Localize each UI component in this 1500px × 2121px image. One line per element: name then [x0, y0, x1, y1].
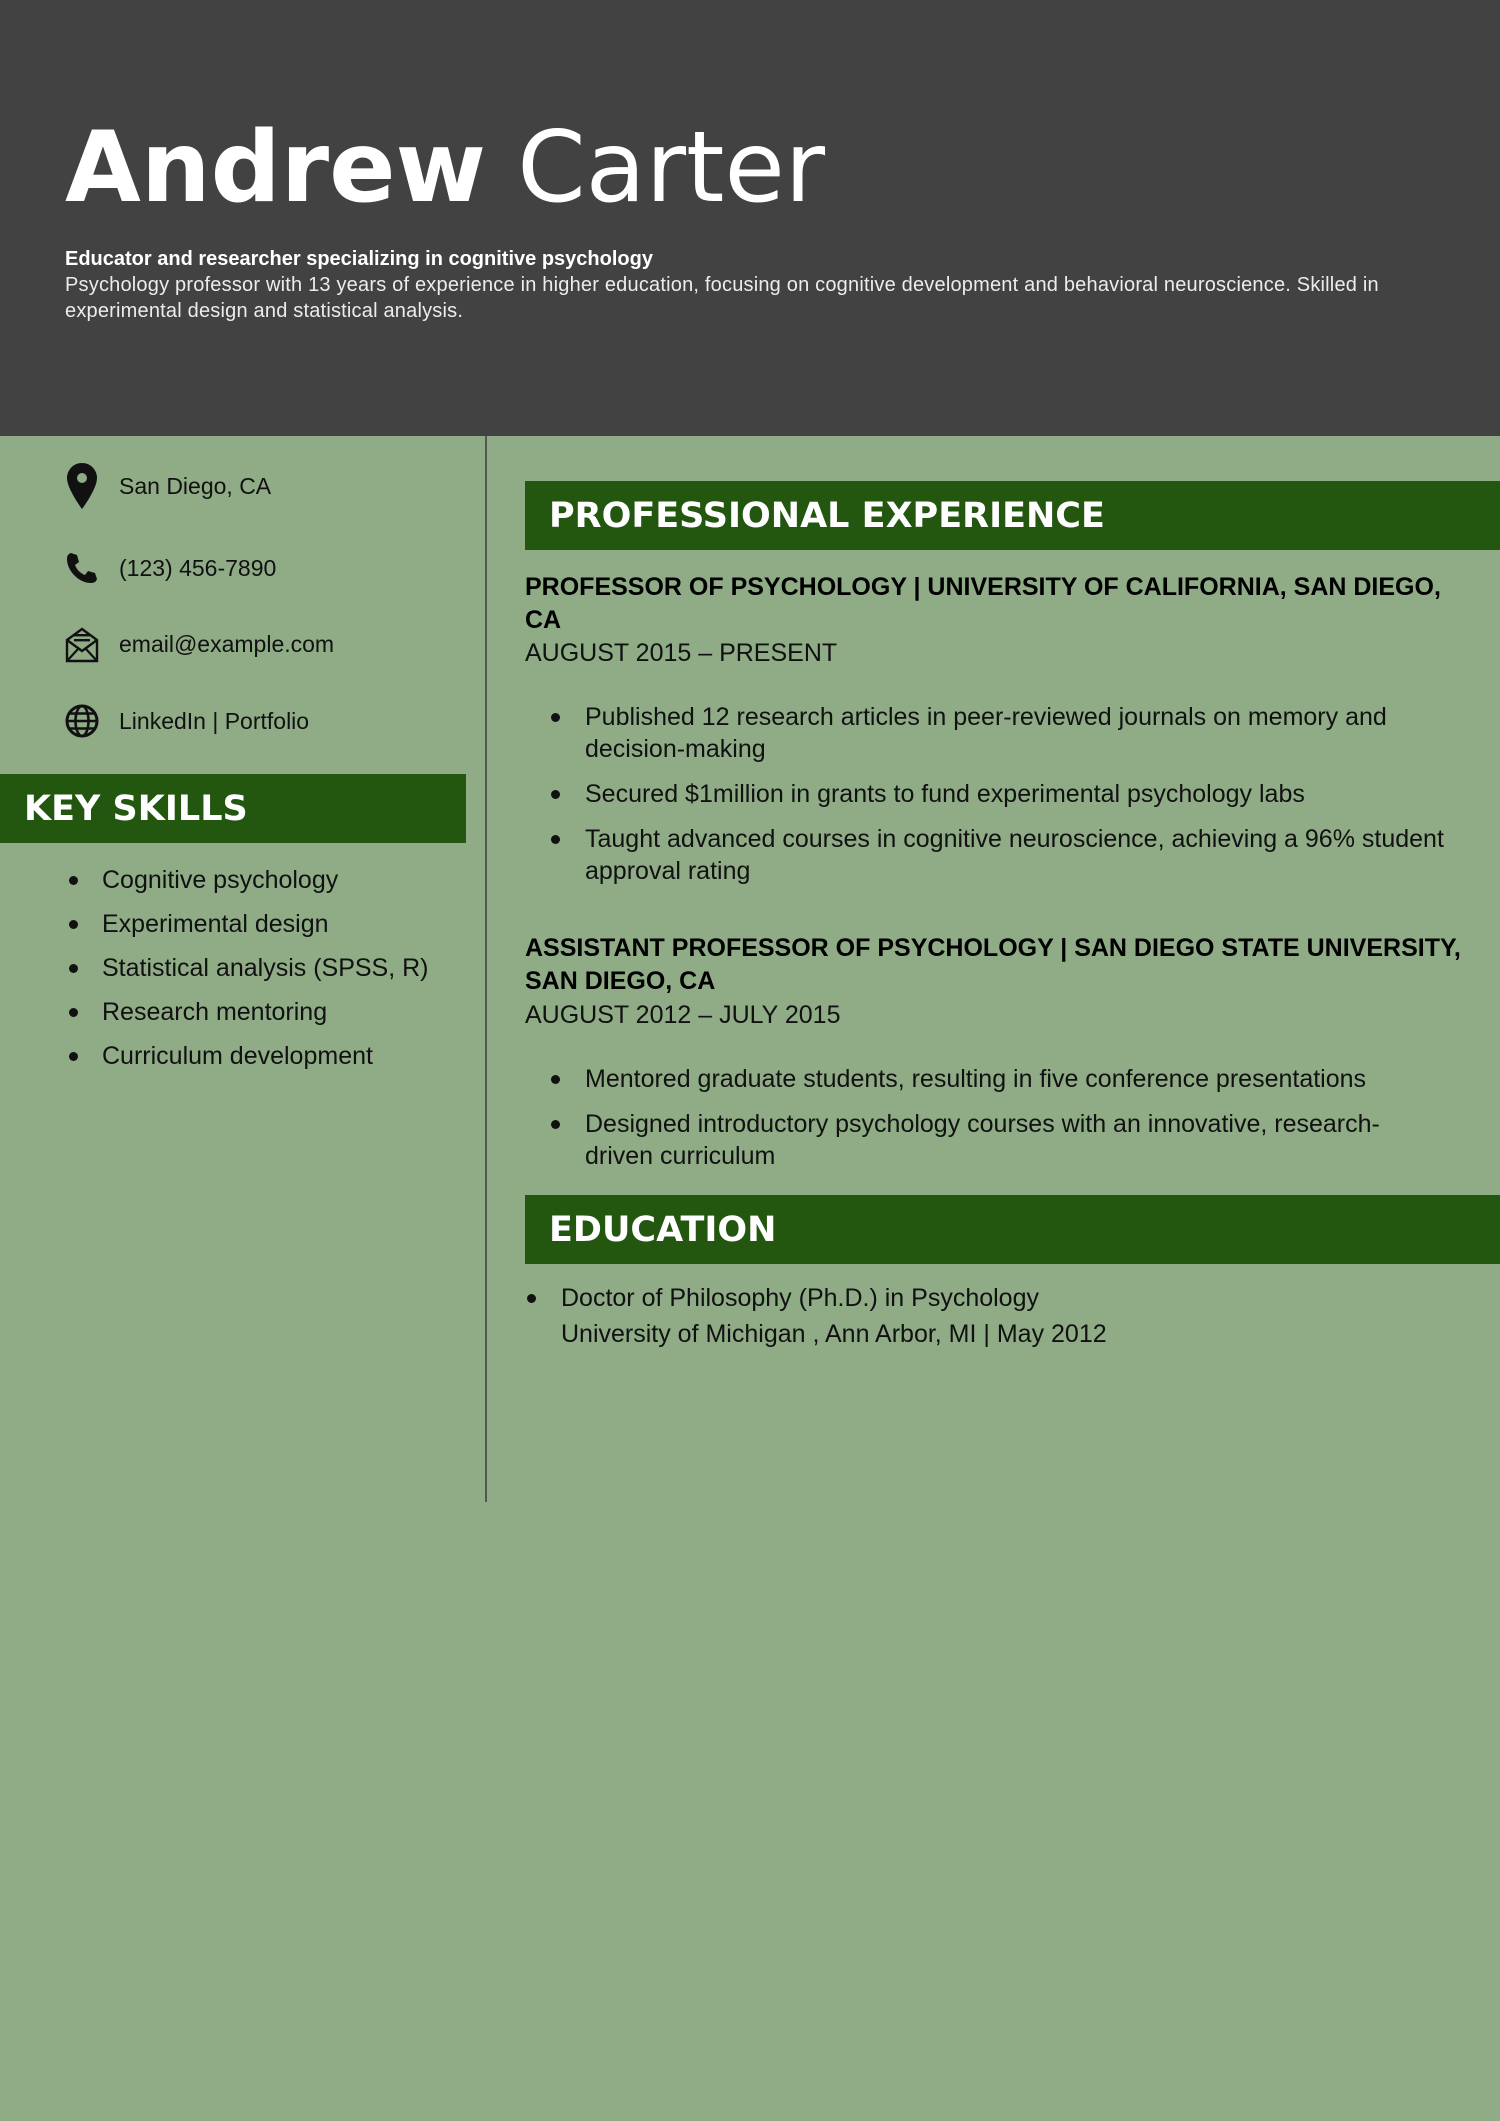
- bullet: [69, 920, 78, 929]
- contact-email: [65, 624, 334, 664]
- column-divider: [485, 436, 487, 1502]
- envelope-icon: [65, 624, 99, 664]
- job-title-2: ASSISTANT PROFESSOR OF PSYCHOLOGY | SAN DIEGO STATE UNIVERSITY, SAN DIEGO, CA: [525, 934, 1461, 995]
- list-item: Secured $1million in grants to fund experimental psychology labs: [585, 778, 1445, 810]
- bullet: [69, 1052, 78, 1061]
- globe-icon: [65, 701, 99, 741]
- key-skills-heading: KEY SKILLS: [0, 774, 466, 843]
- phone-icon: [65, 548, 99, 588]
- contact-phone: [65, 548, 276, 588]
- email-text[interactable]: email@example.com: [119, 630, 335, 657]
- degree: Doctor of Philosophy (Ph.D.) in Psychology: [561, 1284, 1039, 1312]
- school: University of Michigan , Ann Arbor, MI | May 2012: [561, 1320, 1107, 1348]
- phone-text: (123) 456-7890: [119, 554, 277, 581]
- bullet: [69, 1008, 78, 1017]
- links-text[interactable]: LinkedIn | Portfolio: [119, 707, 310, 734]
- bullet: [551, 1075, 560, 1084]
- location-pin-icon: [65, 466, 99, 506]
- experience-heading: PROFESSIONAL EXPERIENCE: [525, 481, 1500, 550]
- tagline: Educator and researcher specializing in cognitive psychology: [65, 248, 653, 270]
- job-title-1: PROFESSOR OF PSYCHOLOGY | UNIVERSITY OF CALIFORNIA, SAN DIEGO, CA: [525, 573, 1441, 634]
- contact-links: [65, 701, 309, 741]
- education-heading: EDUCATION: [525, 1195, 1500, 1264]
- education-list: [561, 1280, 1461, 1352]
- bullet: [551, 790, 560, 799]
- list-item: Cognitive psychology: [102, 862, 429, 906]
- list-item: Mentored graduate students, resulting in five conference presentations: [585, 1063, 1445, 1095]
- list-item: Research mentoring: [102, 994, 429, 1038]
- list-item: Published 12 research articles in peer-reviewed journals on memory and decision-making: [585, 701, 1445, 765]
- bullet: [551, 713, 560, 722]
- bullet: [527, 1294, 536, 1303]
- job-dates-2: AUGUST 2012 – JULY 2015: [525, 1001, 841, 1029]
- job-dates-1: AUGUST 2015 – PRESENT: [525, 639, 838, 667]
- first-name: Andrew: [65, 111, 487, 225]
- full-name: [65, 108, 825, 228]
- bullet: [69, 876, 78, 885]
- list-item: Taught advanced courses in cognitive neuroscience, achieving a 96% student approval rating: [585, 823, 1445, 887]
- list-item: Experimental design: [102, 906, 429, 950]
- location-text: San Diego, CA: [119, 472, 272, 499]
- bullet: [551, 1120, 560, 1129]
- list-item: [561, 1280, 1461, 1352]
- contact-location: [65, 466, 271, 506]
- last-name: Carter: [517, 111, 826, 225]
- job-duties-1: [585, 701, 1445, 900]
- header-banner: [0, 0, 1500, 436]
- job-duties-2: [585, 1063, 1445, 1185]
- bullet: [551, 835, 560, 844]
- bullet: [69, 964, 78, 973]
- list-item: Statistical analysis (SPSS, R): [102, 950, 429, 994]
- list-item: Curriculum development: [102, 1038, 429, 1082]
- summary: Psychology professor with 13 years of experience in higher education, focusing on cognitive development and behavioral neuroscience. Skilled in experimental design and statistical analysis.: [65, 274, 1379, 322]
- list-item: Designed introductory psychology courses with an innovative, research-driven curriculum: [585, 1108, 1445, 1172]
- skills-list: [102, 862, 429, 1082]
